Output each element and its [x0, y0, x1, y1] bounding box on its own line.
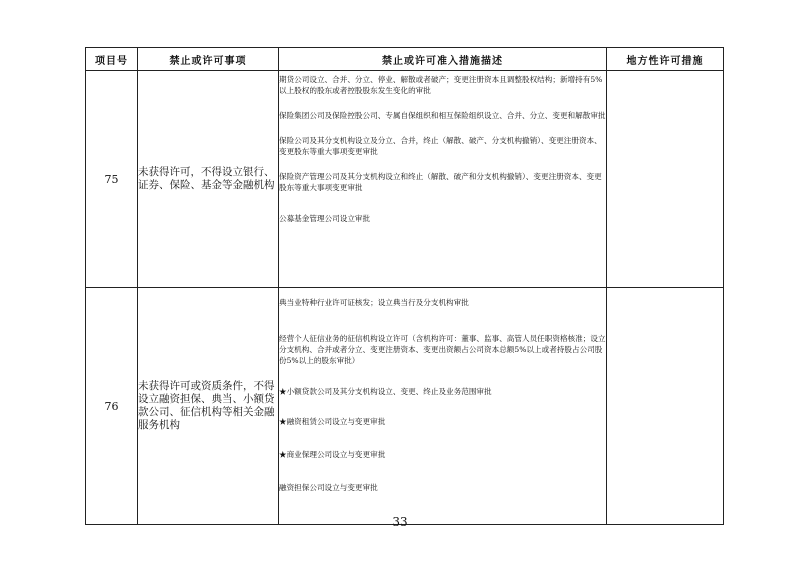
header-item: 禁止或许可事项 [138, 48, 279, 71]
table-header-row [86, 48, 724, 71]
row-measures [279, 288, 607, 525]
row-item: 未获得许可，不得设立银行、证券、保险、基金等金融机构 [138, 71, 279, 288]
header-number: 项目号 [86, 48, 138, 71]
row-local-measures [607, 288, 724, 525]
measure-text: 典当业特种行业许可证核发；设立典当行及分支机构审批 [279, 298, 469, 307]
page-number: 33 [392, 515, 408, 529]
measure-text: 保险公司及其分支机构设立及分立、合并，终止（解散、破产、分支机构撤销）、变更注册资本、变更股东等重大事项变更审批 [279, 136, 602, 156]
row-local-measures [607, 71, 724, 288]
table-row [86, 71, 724, 288]
measure-text: 保险集团公司及保险控股公司、专属自保组织和相互保险组织设立、合并、分立、变更和解散审批 [279, 111, 606, 120]
table-row [86, 288, 724, 525]
measure-text: 公募基金管理公司设立审批 [279, 214, 371, 223]
header-description: 禁止或许可准入措施描述 [279, 48, 607, 71]
measure-text: ★融资租赁公司设立与变更审批 [279, 417, 386, 426]
measure-text: 融资担保公司设立与变更审批 [279, 483, 378, 492]
row-measures [279, 71, 607, 288]
measure-text: 保险资产管理公司及其分支机构设立和终止（解散、破产和分支机构撤销）、变更注册资本、变更股东等重大事项变更审批 [279, 172, 602, 192]
measure-text: 经营个人征信业务的征信机构设立许可（含机构许可：董事、监事、高管人员任职资格核准；设立分支机构、合并或者分立、变更注册资本、变更出资额占公司资本总额5%以上或者持股占公司股份5%以上的股东审批） [279, 334, 606, 365]
market-access-table [85, 47, 724, 525]
row-item: 未获得许可或资质条件，不得设立融资担保、典当、小额贷款公司、征信机构等相关金融服务机构 [138, 288, 279, 525]
measure-text: ★商业保理公司设立与变更审批 [279, 450, 386, 459]
measure-text: ★小额贷款公司及其分支机构设立、变更、终止及业务范围审批 [279, 387, 492, 396]
measure-text: 期货公司设立、合并、分立、停业、解散或者破产；变更注册资本且调整股权结构；新增持有5%以上股权的股东或者控股股东发生变化的审批 [279, 75, 603, 95]
row-number: 75 [86, 71, 138, 288]
row-number: 76 [86, 288, 138, 525]
header-local-measures: 地方性许可措施 [607, 48, 724, 71]
